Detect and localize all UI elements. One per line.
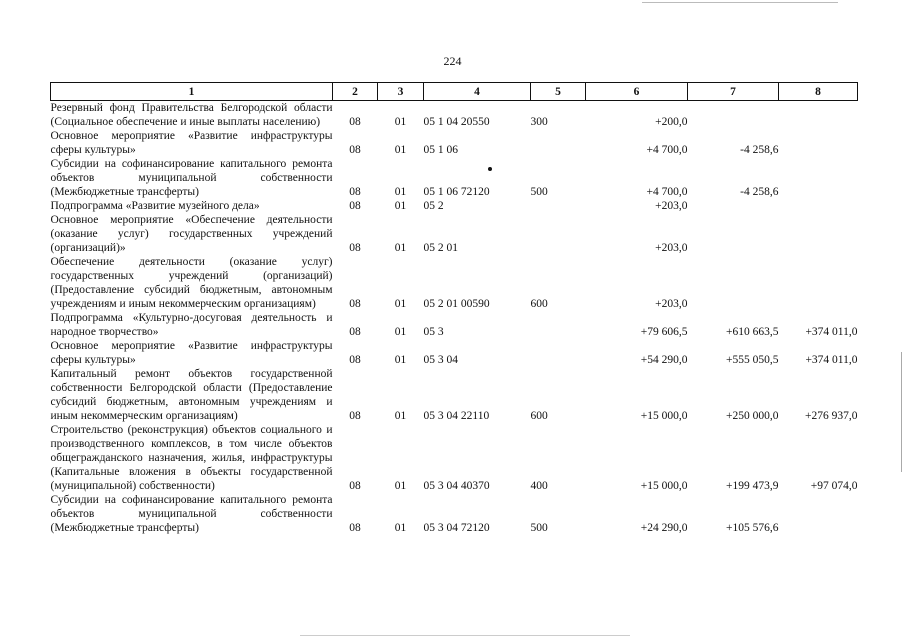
amount-col-8: +276 937,0 [805,410,858,422]
header-row [51,83,858,101]
amount-col-6: +200,0 [655,116,688,128]
amount-col-8 [779,129,858,157]
subsection-code: 01 [394,242,407,254]
expense-type-code [531,339,586,367]
row-description: Капитальный ремонт объектов государственной собственности Белгородской области (Предоставление субсидий бюджетным, автономным учреждениям и иным некоммерческим организациям) [50,368,333,422]
amount-col-8 [779,255,858,311]
amount-col-7: +199 473,9 [726,480,779,492]
subsection-code: 01 [394,522,407,534]
section-code: 08 [349,522,361,534]
header-col-1: 1 [51,83,333,101]
budget-table [50,82,858,535]
section-code: 08 [349,200,361,212]
scan-artifact-top [642,2,838,3]
target-article-code: 05 2 [423,200,444,212]
row-description: Строительство (реконструкция) объектов социального и производственного комплексов, в том числе объектов общегражданского назначения, жилья, инфраструктуры (Капитальные вложения в объекты государственной (муниципальной) собственности) [50,424,333,492]
section-code: 08 [349,480,361,492]
amount-col-6: +79 606,5 [640,326,688,338]
row-description: Субсидии на софинансирование капитального ремонта объектов муниципальной собственности (Межбюджетные трансферты) [50,158,333,198]
subsection-code: 01 [394,200,407,212]
section-code: 08 [349,354,361,366]
target-article-code: 05 3 04 [423,354,458,366]
expense-type-code [531,199,586,213]
header-col-5: 5 [531,83,586,101]
target-article-code: 05 3 04 22110 [423,410,490,422]
row-description: Обеспечение деятельности (оказание услуг) государственных учреждений (организаций) (Предоставление субсидий бюджетным, автономным учреждениям и иным некоммерческим организациям) [50,256,333,310]
subsection-code: 01 [394,326,407,338]
expense-type-code: 500 [530,186,548,198]
amount-col-7: +610 663,5 [726,326,779,338]
header-col-8: 8 [779,83,858,101]
expense-type-code [531,129,586,157]
section-code: 08 [349,186,361,198]
amount-col-7: +555 050,5 [726,354,779,366]
expense-type-code [531,213,586,255]
table-row [51,213,858,255]
scan-artifact-bottom [300,635,630,636]
table-row [51,493,858,535]
row-description: Основное мероприятие «Развитие инфраструктуры сферы культуры» [50,340,333,366]
row-description: Подпрограмма «Развитие музейного дела» [50,200,260,212]
amount-col-6: +203,0 [655,298,688,310]
header-col-7: 7 [688,83,779,101]
expense-type-code: 300 [530,116,548,128]
amount-col-8 [779,213,858,255]
amount-col-8 [779,101,858,130]
expense-type-code: 400 [530,480,548,492]
row-description: Подпрограмма «Культурно-досуговая деятельность и народное творчество» [50,312,333,338]
row-description: Субсидии на софинансирование капитального ремонта объектов муниципальной собственности (Межбюджетные трансферты) [50,494,333,534]
amount-col-7 [688,101,779,130]
amount-col-6: +4 700,0 [646,186,688,198]
page-number: 224 [443,54,462,68]
header-col-2: 2 [333,83,378,101]
amount-col-7 [688,255,779,311]
table-row [51,129,858,157]
subsection-code: 01 [394,410,407,422]
amount-col-6: +54 290,0 [640,354,688,366]
amount-col-6: +203,0 [655,242,688,254]
amount-col-7: -4 258,6 [740,144,779,156]
subsection-code: 01 [394,298,407,310]
table-row [51,367,858,423]
target-article-code: 05 3 [423,326,444,338]
amount-col-7: +105 576,6 [726,522,779,534]
subsection-code: 01 [394,116,407,128]
table-row [51,423,858,493]
header-col-6: 6 [586,83,688,101]
amount-col-7 [688,213,779,255]
amount-col-8 [779,493,858,535]
row-description: Основное мероприятие «Обеспечение деятельности (оказание услуг) государственных учреждений (организаций)» [50,214,333,254]
target-article-code: 05 2 01 [423,242,458,254]
target-article-code: 05 3 04 40370 [423,480,490,492]
table-row [51,311,858,339]
table-row [51,101,858,130]
expense-type-code: 600 [530,410,548,422]
amount-col-6: +4 700,0 [646,144,688,156]
amount-col-8: +374 011,0 [805,354,858,366]
section-code: 08 [349,242,361,254]
table-row [51,255,858,311]
target-article-code: 05 1 06 72120 [423,186,490,198]
section-code: 08 [349,144,361,156]
expense-type-code: 500 [530,522,548,534]
section-code: 08 [349,410,361,422]
ink-dot [488,167,492,171]
amount-col-7 [688,199,779,213]
amount-col-8: +374 011,0 [805,326,858,338]
header-col-4: 4 [424,83,531,101]
amount-col-6: +203,0 [655,200,688,212]
target-article-code: 05 1 04 20550 [423,116,490,128]
subsection-code: 01 [394,480,407,492]
subsection-code: 01 [394,144,407,156]
amount-col-7: +250 000,0 [726,410,779,422]
amount-col-6: +24 290,0 [640,522,688,534]
table-row [51,199,858,213]
target-article-code: 05 1 06 [423,144,458,156]
row-description: Резервный фонд Правительства Белгородской области (Социальное обеспечение и иные выплаты населению) [50,102,333,128]
amount-col-8 [779,199,858,213]
amount-col-8: +97 074,0 [810,480,858,492]
section-code: 08 [349,326,361,338]
subsection-code: 01 [394,186,407,198]
target-article-code: 05 2 01 00590 [423,298,490,310]
header-col-3: 3 [378,83,424,101]
expense-type-code [531,311,586,339]
amount-col-6: +15 000,0 [640,480,688,492]
row-description: Основное мероприятие «Развитие инфраструктуры сферы культуры» [50,130,333,156]
target-article-code: 05 3 04 72120 [423,522,490,534]
section-code: 08 [349,298,361,310]
table-row [51,339,858,367]
table-row [51,157,858,199]
amount-col-8 [779,157,858,199]
scan-artifact-right [901,352,902,472]
expense-type-code: 600 [530,298,548,310]
subsection-code: 01 [394,354,407,366]
section-code: 08 [349,116,361,128]
amount-col-6: +15 000,0 [640,410,688,422]
amount-col-7: -4 258,6 [740,186,779,198]
